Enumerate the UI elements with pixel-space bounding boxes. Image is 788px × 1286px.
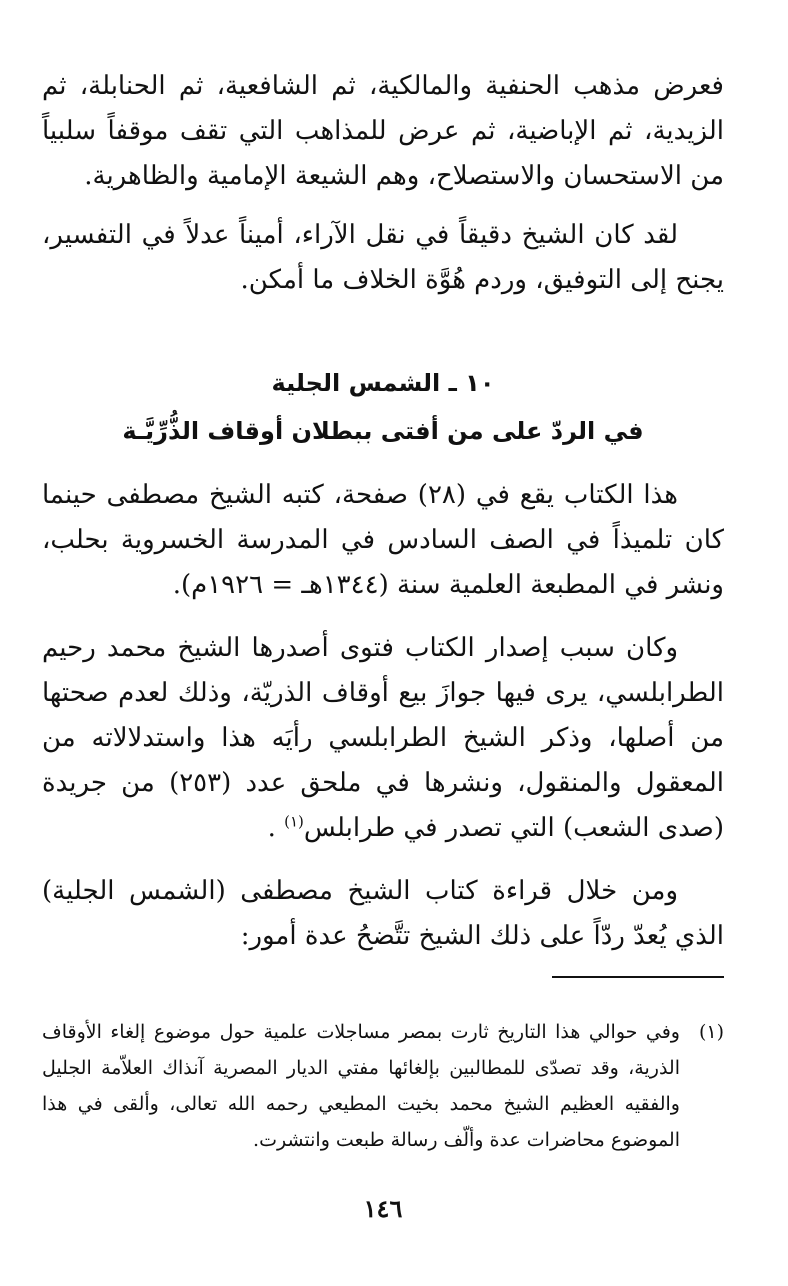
paragraph: فعرض مذهب الحنفية والمالكية، ثم الشافعية، ثم الحنابلة، ثم الزيدية، ثم الإباضية، ثم عرض للمذاهب التي تقف موقفاً سلبياً من الاستحسان والاستصلاح، وهم الشيعة الإمامية والظاهرية. [42,71,724,191]
paragraph: هذا الكتاب يقع في (٢٨) صفحة، كتبه الشيخ مصطفى حينما كان تلميذاً في الصف السادس في المدرسة الخسروية بحلب، ونشر في المطبعة العلمية سنة (١٣٤٤هـ = ١٩٢٦م). [42,480,724,600]
footnote-reference: (١) [284,812,304,831]
footnote-divider [552,976,724,978]
paragraph-text: وكان سبب إصدار الكتاب فتوى أصدرها الشيخ محمد رحيم الطرابلسي، يرى فيها جوازَ بيع أوقاف الذريّة، وذلك لعدم صحتها من أصلها، وذكر الشيخ الطرابلسي رأيَه هذا واستدلالاته من المعقول والمنقول، ونشرها في ملحق عدد (٢٥٣) من جريدة (صدى الشعب) التي تصدر في طرابلس [42,633,724,843]
section-title: ١٠ ـ الشمس الجلية [271,369,495,397]
book-page [42,64,724,1264]
footnote-text: وفي حوالي هذا التاريخ ثارت بمصر مساجلات علمية حول موضوع إلغاء الأوقاف الذرية، وقد تصدّى للمطالبين بإلغائها مفتي الديار المصرية آنذاك العلاّمة الجليل والفقيه العظيم الشيخ محمد بخيت المطيعي رحمه الله تعالى، وألقى في هذا الموضوع محاضرات عدة وألّف رسالة طبعت وانتشرت. [42,1021,680,1151]
paragraph: لقد كان الشيخ دقيقاً في نقل الآراء، أميناً عدلاً في التفسير، يجنح إلى التوفيق، وردم هُوَّة الخلاف ما أمكن. [42,220,724,295]
paragraph-end: . [267,813,276,843]
footnote [42,1014,724,1158]
paragraph: ومن خلال قراءة كتاب الشيخ مصطفى (الشمس الجلية) الذي يُعدّ ردّاً على ذلك الشيخ تتَّضحُ عدة أمور: [42,876,724,951]
page-number: ١٤٦ [363,1194,403,1223]
paragraph-with-footnote [42,626,724,851]
section-subtitle: في الردّ على من أفتى ببطلان أوقاف الذُّرِّيَّـة [122,417,644,445]
footnote-number: (١) [698,1021,724,1043]
